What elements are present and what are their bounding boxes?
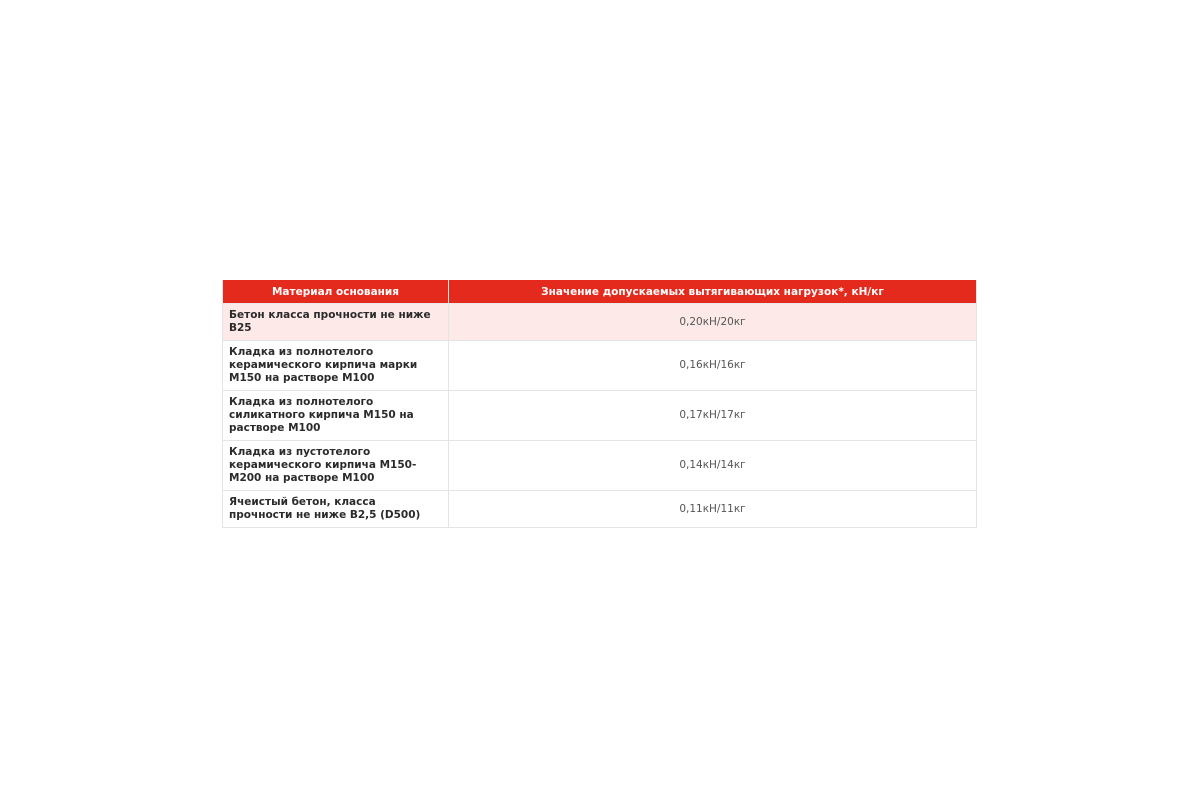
row-value: 0,20кН/20кг [449,304,977,341]
table-header-row [223,280,977,304]
table-row [223,391,977,441]
load-spec-table [222,280,977,528]
row-material: Кладка из полнотелого керамического кирпича марки М150 на растворе М100 [223,341,449,391]
table-row [223,341,977,391]
row-value: 0,14кН/14кг [449,441,977,491]
row-material: Кладка из полнотелого силикатного кирпича М150 на растворе М100 [223,391,449,441]
header-material: Материал основания [223,280,449,304]
row-value: 0,11кН/11кг [449,491,977,528]
table-row [223,491,977,528]
row-material: Ячеистый бетон, класса прочности не ниже В2,5 (D500) [223,491,449,528]
header-value: Значение допускаемых вытягивающих нагрузок*, кН/кг [449,280,977,304]
row-material: Кладка из пустотелого керамического кирпича М150-М200 на растворе М100 [223,441,449,491]
table-row [223,441,977,491]
row-value: 0,16кН/16кг [449,341,977,391]
table-row [223,304,977,341]
row-value: 0,17кН/17кг [449,391,977,441]
row-material: Бетон класса прочности не ниже В25 [223,304,449,341]
